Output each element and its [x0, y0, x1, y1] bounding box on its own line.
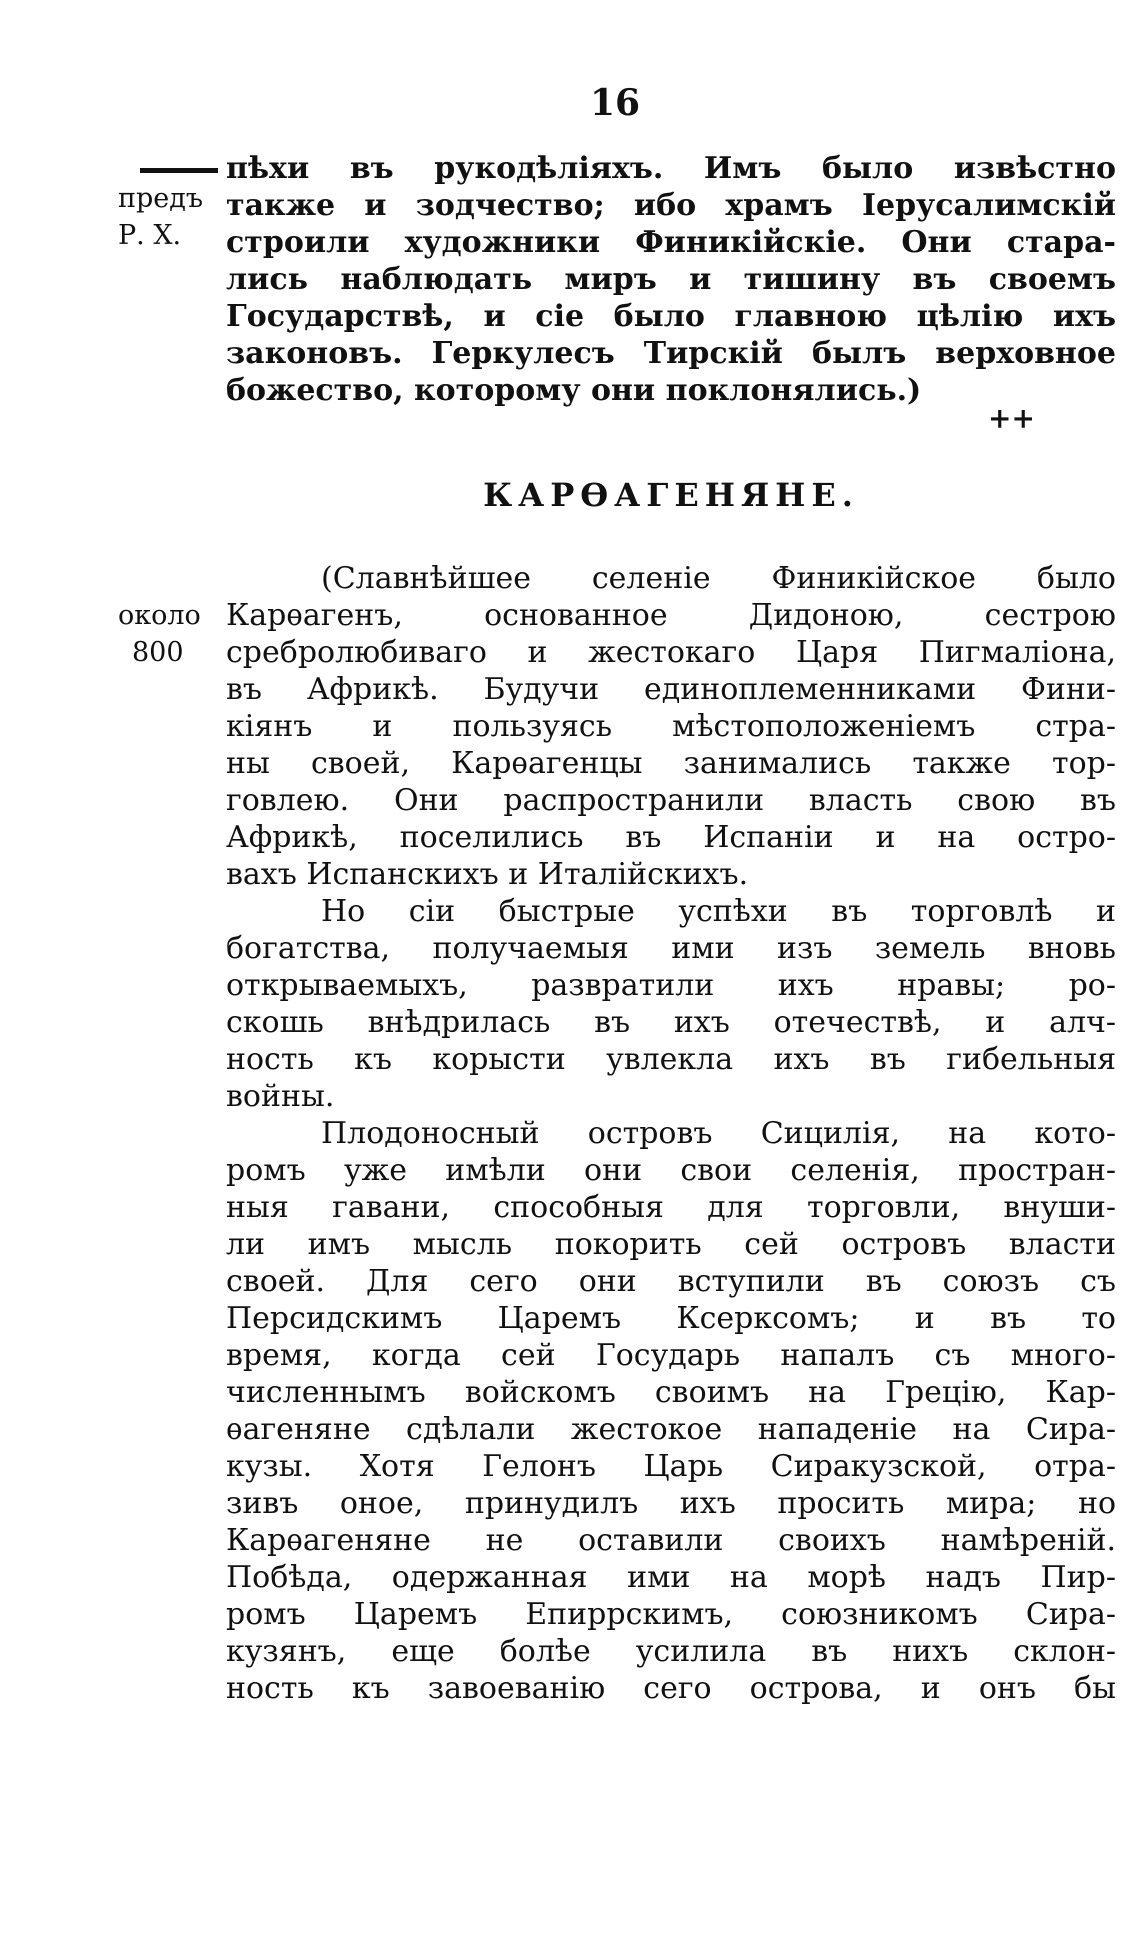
- paragraph-3: [226, 1115, 1116, 1707]
- text-line: зивъ оное, принудилъ ихъ просить мира; но: [226, 1486, 1116, 1521]
- text-line: ность къ завоеванію сего острова, и онъ бы: [226, 1671, 1116, 1706]
- text-line: законовъ. Геркулесъ Тирскій былъ верховное: [226, 336, 1116, 371]
- section-phoenicians-end: [226, 150, 1116, 409]
- text-line: кіянъ и пользуясь мѣстоположеніемъ стра-: [226, 709, 1116, 744]
- margin-rule: [140, 168, 218, 173]
- text-line: Государствѣ, и сіе было главною цѣлію ихъ: [226, 299, 1116, 334]
- text-line: ныя гавани, способныя для торговли, внуши-: [226, 1190, 1116, 1225]
- end-mark: ++: [988, 402, 1035, 435]
- text-line: открываемыхъ, развратили ихъ нравы; ро-: [226, 968, 1116, 1003]
- text-line: Плодоносный островъ Сицилія, на кото-: [321, 1116, 1116, 1151]
- text-line: своей. Для сего они вступили въ союзъ съ: [226, 1264, 1116, 1299]
- text-line: Побѣда, одержанная ими на морѣ надъ Пир-: [226, 1560, 1116, 1595]
- text-line: богатства, получаемыя ими изъ земель вновь: [226, 931, 1116, 966]
- text-line: ѳагеняне сдѣлали жестокое нападеніе на Сира-: [226, 1412, 1116, 1447]
- margin-note-line: предъ: [118, 183, 204, 214]
- text-line: Но сіи быстрые успѣхи въ торговлѣ и: [321, 894, 1116, 929]
- margin-note-date-1: [118, 180, 228, 254]
- margin-note-line: около: [118, 600, 201, 631]
- text-line: ромъ Царемъ Епиррскимъ, союзникомъ Сира-: [226, 1597, 1116, 1632]
- section-heading: КАРѲАГЕНЯНЕ.: [483, 476, 859, 514]
- text-line: кузы. Хотя Гелонъ Царь Сиракузской, отра-: [226, 1449, 1116, 1484]
- text-line: также и зодчество; ибо храмъ Іерусалимскій: [226, 188, 1116, 223]
- page-number: 16: [589, 82, 641, 124]
- text-line: пѣхи въ рукодѣліяхъ. Имъ было извѣстно: [226, 151, 1116, 186]
- text-line: Карѳагеняне не оставили своихъ намѣреній.: [226, 1523, 1116, 1558]
- margin-note-date-2: [118, 597, 228, 671]
- text-line: ны своей, Карѳагенцы занимались также тор-: [226, 746, 1116, 781]
- paragraph-1: [226, 560, 1116, 893]
- margin-note-line: Р. Х.: [118, 220, 182, 251]
- text-line: кузянъ, еще болѣе усилила въ нихъ склон-: [226, 1634, 1116, 1669]
- text-line: лись наблюдать миръ и тишину въ своемъ: [226, 262, 1116, 297]
- text-line: ность къ корысти увлекла ихъ въ гибельныя: [226, 1042, 1116, 1077]
- text-line: ли имъ мысль покорить сей островъ власти: [226, 1227, 1116, 1262]
- text-line: войны.: [226, 1079, 335, 1114]
- text-line: (Славнѣйшее селеніе Финикійское было: [321, 561, 1116, 596]
- text-line: вахъ Испанскихъ и Италійскихъ.: [226, 857, 749, 892]
- text-line: строили художники Финикійскіе. Они стара-: [226, 225, 1116, 260]
- text-line: Африкѣ, поселились въ Испаніи и на остро-: [226, 820, 1116, 855]
- text-line: Карѳагенъ, основанное Дидоною, сестрою: [226, 598, 1116, 633]
- text-line: время, когда сей Государь напалъ съ много-: [226, 1338, 1116, 1373]
- text-line: Персидскимъ Царемъ Ксерксомъ; и въ то: [226, 1301, 1116, 1336]
- text-line: ромъ уже имѣли они свои селенія, простран-: [226, 1153, 1116, 1188]
- text-line: божество, которому они поклонялись.): [226, 373, 922, 408]
- text-line: въ Африкѣ. Будучи единоплеменниками Фини-: [226, 672, 1116, 707]
- text-line: численнымъ войскомъ своимъ на Грецію, Кар-: [226, 1375, 1116, 1410]
- text-line: сребролюбиваго и жестокаго Царя Пигмаліона,: [226, 635, 1116, 670]
- margin-note-line: 800: [132, 637, 184, 668]
- text-line: скошь внѣдрилась въ ихъ отечествѣ, и алч-: [226, 1005, 1116, 1040]
- paragraph-2: [226, 893, 1116, 1115]
- text-line: говлею. Они распространили власть свою въ: [226, 783, 1116, 818]
